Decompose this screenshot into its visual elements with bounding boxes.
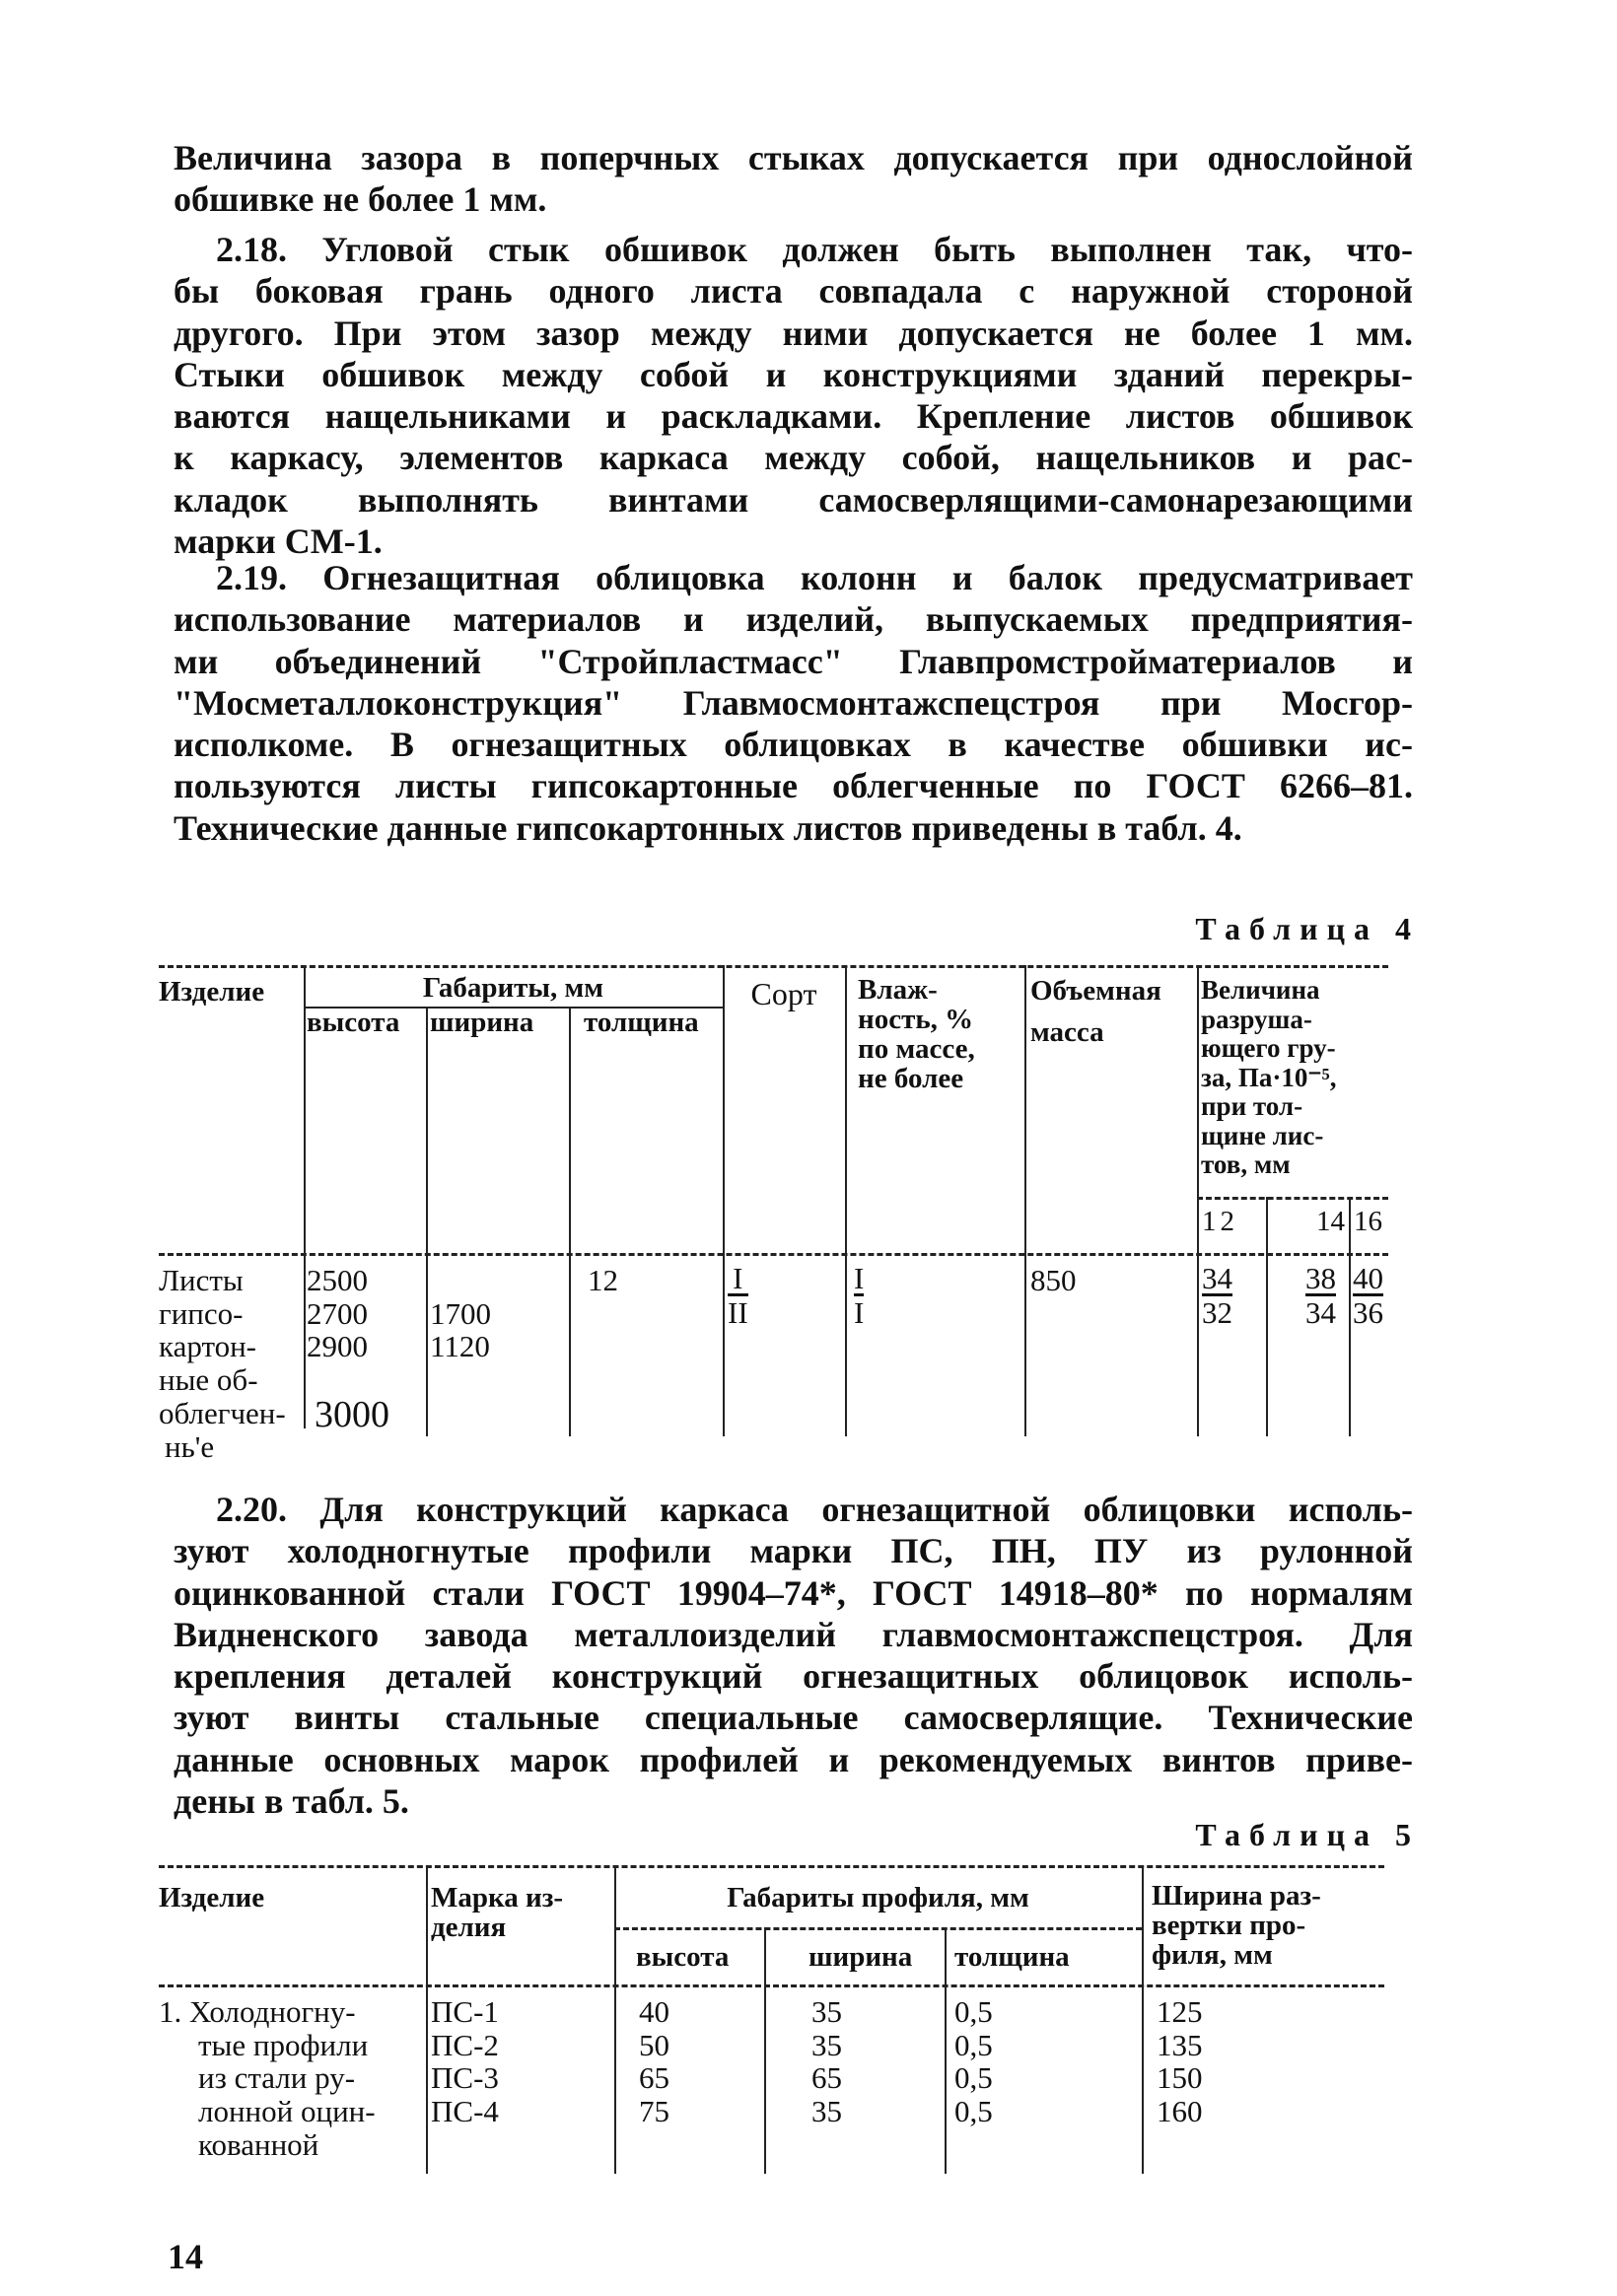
t4-h-load-line: ющего гру- xyxy=(1201,1033,1336,1063)
t4-h-moisture-line: не более xyxy=(858,1063,964,1094)
text-line: оцинкованной стали ГОСТ 19904–74*, ГОСТ 14918–80* по нормалям xyxy=(174,1572,1413,1613)
t5-h-mark-line: делия xyxy=(431,1912,507,1943)
t4-h-load-line: разруша- xyxy=(1201,1004,1312,1034)
table4-load-rule xyxy=(1197,1197,1388,1200)
t4-width-value: 1700 xyxy=(430,1295,491,1331)
t4-h-load-line: за, Па·10⁻⁵, xyxy=(1201,1062,1337,1092)
t5-cell-unfold: 160 xyxy=(1157,2094,1203,2129)
t4-moisture-value xyxy=(854,1261,865,1330)
t4-load12-value xyxy=(1202,1261,1232,1330)
t4-item-line: картон- xyxy=(159,1329,256,1364)
text-line: 2.19. Огнезащитная облицовка колонн и балок предусматривает xyxy=(216,558,1413,597)
t4-load16-den: 36 xyxy=(1353,1295,1383,1330)
table4-caption: Таблица 4 xyxy=(1195,911,1420,946)
t4-height-value: 2500 xyxy=(307,1263,368,1297)
t4-h-moisture-line: Влаж- xyxy=(858,974,938,1006)
table5-col-rule xyxy=(1142,1865,1144,2174)
t4-h-load-line: Величина xyxy=(1201,975,1320,1005)
t4-item-line: ные об- xyxy=(159,1362,258,1398)
t5-item-line: тые профили xyxy=(198,2027,369,2062)
t4-grade-den: II xyxy=(728,1295,748,1330)
t4-load16-value xyxy=(1353,1261,1383,1330)
t5-item xyxy=(159,1995,376,2162)
text-line: 2.18. Угловой стык обшивок должен быть выполнен так, что- xyxy=(216,230,1413,269)
t4-h-load-line: щине лис- xyxy=(1201,1120,1324,1150)
text-line: Технические данные гипсокартонных листов приведены в табл. 4. xyxy=(174,807,1242,848)
table4-col-rule xyxy=(304,965,306,1428)
t4-item-line: Листы xyxy=(159,1263,244,1297)
t5-cell-height: 50 xyxy=(639,2027,669,2062)
text-line: зуют холодногнутые профили марки ПС, ПН, ПУ из рулонной xyxy=(174,1531,1413,1571)
text-line: "Мосметаллоконструкция" Главмосмонтажспецстроя при Мосгор- xyxy=(174,682,1413,723)
text-line: Стыки обшивок между собой и конструкциями зданий перекры- xyxy=(174,354,1413,394)
text-line: к каркасу, элементов каркаса между собой, нащельников и рас- xyxy=(174,438,1413,478)
t5-h-mark xyxy=(431,1883,563,1942)
t5-cell-mark: ПС-1 xyxy=(431,1994,499,2029)
table5-dims-rule xyxy=(614,1927,1142,1930)
table4-col-rule xyxy=(569,1007,571,1436)
text-line: ми объединений "Стройпластмасс" Главпромстройматериалов и xyxy=(174,641,1413,681)
paragraph-2-19 xyxy=(174,557,1413,849)
t4-h-width: ширина xyxy=(430,1007,534,1038)
table4-col-rule xyxy=(426,1007,428,1436)
t4-item-line: гипсо- xyxy=(159,1295,244,1331)
t4-h-moisture-line: ность, % xyxy=(858,1004,974,1035)
t4-density-value: 850 xyxy=(1030,1263,1077,1297)
t4-height-value: 2700 xyxy=(307,1295,368,1331)
t4-h-density-line: масса xyxy=(1030,1016,1104,1048)
t4-h-thickness: толщина xyxy=(584,1007,699,1038)
text-line: крепления деталей конструкций огнезащитных облицовок исполь- xyxy=(174,1656,1413,1697)
text-line: кладок выполнять винтами самосверлящими-самонарезающими xyxy=(174,479,1413,520)
page-number: 14 xyxy=(168,2237,203,2276)
t4-height-value: 3000 xyxy=(315,1393,389,1435)
t4-h-height: высота xyxy=(307,1007,400,1038)
t4-grade-num: I xyxy=(728,1264,748,1296)
t4-h-t14: 14 xyxy=(1316,1206,1345,1237)
t5-cell-width: 35 xyxy=(811,2027,842,2062)
t5-h-height: высота xyxy=(636,1941,730,1973)
t4-height-value: 2900 xyxy=(307,1329,368,1364)
text-line: бы боковая грань одного листа совпадала с наружной стороной xyxy=(174,271,1413,312)
t4-h-t12: 12 xyxy=(1202,1206,1238,1237)
t5-h-mark-line: Марка из- xyxy=(431,1882,564,1913)
t4-load14-den: 34 xyxy=(1305,1295,1336,1330)
t4-h-density xyxy=(1030,970,1161,1053)
t4-grade-value xyxy=(728,1261,748,1330)
t5-h-unfold-line: филя, мм xyxy=(1152,1939,1273,1971)
t5-item-line: из стали ру- xyxy=(198,2060,356,2096)
t4-h-density-line: Объемная xyxy=(1030,975,1161,1007)
t4-h-item: Изделие xyxy=(159,976,265,1008)
t4-moisture-den: I xyxy=(854,1295,865,1330)
table4-header-rule xyxy=(159,1253,1388,1256)
table4-top-rule xyxy=(159,965,1388,968)
t4-moisture-num: I xyxy=(854,1261,865,1295)
t5-cell-width: 35 xyxy=(811,2094,842,2129)
text-line: Величина зазора в поперчных стыках допускается при однослойной xyxy=(174,138,1413,177)
t5-cell-thickness: 0,5 xyxy=(954,2027,993,2062)
text-line: 2.20. Для конструкций каркаса огнезащитной облицовки исполь- xyxy=(216,1490,1413,1529)
t4-load16-num: 40 xyxy=(1353,1261,1383,1295)
t5-cell-thickness: 0,5 xyxy=(954,2060,993,2096)
t5-h-thickness: толщина xyxy=(954,1941,1070,1973)
t4-h-dims: Габариты, мм xyxy=(422,972,604,1004)
t4-h-load-line: тов, мм xyxy=(1201,1149,1291,1179)
paragraph-intro xyxy=(174,137,1413,221)
t4-h-load-line: при тол- xyxy=(1201,1091,1303,1121)
t5-cell-width: 35 xyxy=(811,1994,842,2029)
t4-row-heights xyxy=(307,1263,389,1435)
text-line: зуют винты стальные специальные самосверлящие. Технические xyxy=(174,1698,1413,1738)
text-line: пользуются листы гипсокартонные облегченные по ГОСТ 6266–81. xyxy=(174,766,1413,806)
t5-cell-unfold: 125 xyxy=(1157,1994,1203,2029)
t4-load12-den: 32 xyxy=(1202,1295,1232,1330)
t5-h-unfold-line: вертки про- xyxy=(1152,1910,1306,1941)
t4-item-line: нь'е xyxy=(165,1428,215,1464)
text-line: обшивке не более 1 мм. xyxy=(174,179,547,220)
table4-col-rule xyxy=(723,965,725,1436)
t4-h-load xyxy=(1201,976,1336,1180)
t4-width-value: 1120 xyxy=(430,1329,490,1364)
t5-h-item: Изделие xyxy=(159,1882,265,1913)
text-line: использование материалов и изделий, выпускаемых предприятия- xyxy=(174,599,1413,640)
table4-col-rule xyxy=(845,965,847,1436)
paragraph-2-20 xyxy=(174,1489,1413,1822)
text-line: другого. При этом зазор между ними допускается не более 1 мм. xyxy=(174,313,1413,353)
table4-col-rule xyxy=(1024,965,1026,1436)
t4-load14-num: 38 xyxy=(1305,1261,1336,1295)
t4-row-widths xyxy=(430,1297,491,1363)
t5-item-line: кованной xyxy=(198,2126,319,2162)
paragraph-2-18 xyxy=(174,229,1413,562)
table5-header-rule xyxy=(159,1984,1384,1987)
t5-h-dims: Габариты профиля, мм xyxy=(727,1882,1029,1913)
t5-h-unfold xyxy=(1152,1881,1321,1970)
t5-h-unfold-line: Ширина раз- xyxy=(1152,1880,1321,1912)
t4-load14-value xyxy=(1305,1261,1336,1330)
t5-cell-thickness: 0,5 xyxy=(954,1994,993,2029)
t5-cell-thickness: 0,5 xyxy=(954,2094,993,2129)
t5-cell-unfold: 150 xyxy=(1157,2060,1203,2096)
t5-cell-mark: ПС-2 xyxy=(431,2027,499,2062)
t5-item-line: 1. Холодногну- xyxy=(159,1994,356,2029)
t5-cell-unfold: 135 xyxy=(1157,2027,1203,2062)
text-line: дены в табл. 5. xyxy=(174,1781,409,1822)
t4-row-item xyxy=(159,1264,286,1463)
t4-h-moisture-line: по массе, xyxy=(858,1033,975,1065)
t4-item-line: облегчен- xyxy=(159,1395,286,1430)
table5-top-rule xyxy=(159,1865,1384,1868)
text-line: исполкоме. В огнезащитных облицовках в качестве обшивки ис- xyxy=(174,725,1413,765)
table5-col-rule xyxy=(426,1865,428,2174)
text-line: марки СМ-1. xyxy=(174,522,383,562)
t4-h-grade: Сорт xyxy=(750,976,817,1011)
text-line: Видненского завода металлоизделий главмосмонтажспецстроя. Для xyxy=(174,1614,1413,1654)
table5-col-rule xyxy=(945,1927,947,2174)
t4-h-t16: 16 xyxy=(1354,1206,1382,1237)
table4-col-rule xyxy=(1197,965,1199,1436)
t4-h-moisture xyxy=(858,975,975,1093)
table5-col-rule xyxy=(764,1927,766,2174)
t5-cell-mark: ПС-4 xyxy=(431,2094,499,2129)
t4-load12-num: 34 xyxy=(1202,1261,1232,1295)
t4-thickness-value: 12 xyxy=(588,1263,618,1297)
t5-item-line: лонной оцин- xyxy=(198,2094,376,2129)
t5-h-width: ширина xyxy=(808,1941,913,1973)
text-line: ваются нащельниками и раскладками. Крепление листов обшивок xyxy=(174,396,1413,437)
table5-caption: Таблица 5 xyxy=(1195,1817,1420,1852)
t5-cell-height: 40 xyxy=(639,1994,669,2029)
t5-cell-height: 65 xyxy=(639,2060,669,2096)
t5-cell-height: 75 xyxy=(639,2094,669,2129)
t5-cell-mark: ПС-3 xyxy=(431,2060,499,2096)
table4-col-rule xyxy=(1266,1197,1268,1436)
t5-cell-width: 65 xyxy=(811,2060,842,2096)
text-line: данные основных марок профилей и рекомендуемых винтов приве- xyxy=(174,1739,1413,1779)
table4-col-rule xyxy=(1349,1197,1351,1436)
